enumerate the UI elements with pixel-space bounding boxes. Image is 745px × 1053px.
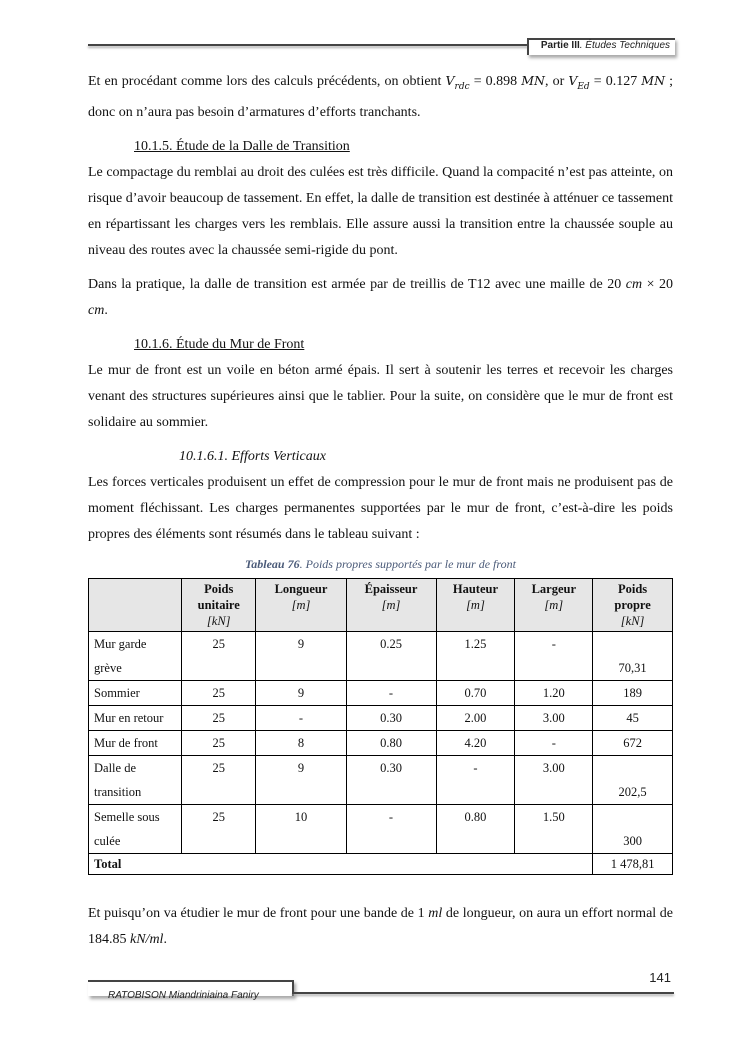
efforts-paragraph: Les forces verticales produisent un effet de compression pour le mur de front mais ne produisent pas de moment fléchissant. Les charges permanentes supportées par le mur de front, c’est-à-dire les poids propres des éléments sont résumés dans le tableau suivant : bbox=[88, 474, 673, 542]
mur-paragraph: Le mur de front est un voile en béton armé épais. Il sert à soutenir les terres et recevoir les charges venant des structures supérieures ainsi que le tablier. Pour la suite, on considère que le mur de front est solidaire au sommier. bbox=[88, 362, 673, 430]
table-row: Mur de front 25 8 0.80 4.20 - 672 bbox=[89, 730, 673, 755]
table-caption: Tableau 76. Poids propres supportés par le mur de front bbox=[245, 556, 516, 571]
header-largeur: Largeur [m] bbox=[515, 578, 593, 631]
section-heading-mur: 10.1.6. Étude du Mur de Front bbox=[134, 336, 305, 352]
header-epaisseur: Épaisseur [m] bbox=[346, 578, 436, 631]
footer-rule bbox=[292, 992, 674, 994]
table-row: Mur en retour 25 - 0.30 2.00 3.00 45 bbox=[89, 705, 673, 730]
footer-author: RATOBISON Miandriniaina Faniry bbox=[108, 990, 259, 1001]
intro-paragraph: Et en procédant comme lors des calculs précédents, on obtient $V_{rdc} = 0.898$ MN, or $V_{Ed} = 0.127$ MN ; donc on n’aura pas besoin d’armatures d’efforts tranchants. bbox=[88, 73, 674, 120]
header-poids-unitaire: Poids unitaire [kN] bbox=[182, 578, 256, 631]
page-body bbox=[88, 68, 673, 961]
header-title: . Études Techniques bbox=[579, 40, 670, 51]
dalle-paragraph-1: Le compactage du remblai au droit des culées est très difficile. Quand la compacité n’est pas atteinte, on risque d’avoir beaucoup de tassement. En effet, la dalle de transition est destinée à atténuer ce tassement en répartissant les charges vers les remblais. Elle assure aussi la transition entre la chaussée souple au niveau des routes avec la chaussée semi-rigide du pont. bbox=[88, 164, 673, 258]
section-heading-dalle: 10.1.5. Étude de la Dalle de Transition bbox=[134, 138, 350, 154]
total-value: 1 478,81 bbox=[593, 853, 673, 874]
table-total-row bbox=[89, 853, 673, 874]
running-header bbox=[541, 40, 670, 51]
header-hauteur: Hauteur [m] bbox=[436, 578, 515, 631]
table-row: Mur garde grève 25 9 0.25 1.25 - 70,31 bbox=[89, 631, 673, 680]
weights-table bbox=[88, 578, 673, 875]
table-header-row bbox=[89, 578, 673, 631]
table-row: Dalle de transition 25 9 0.30 - 3.00 202,5 bbox=[89, 755, 673, 804]
subsection-heading-efforts: 10.1.6.1. Efforts Verticaux bbox=[179, 448, 326, 464]
header-longueur: Longueur [m] bbox=[256, 578, 346, 631]
table-row: Sommier 25 9 - 0.70 1.20 189 bbox=[89, 680, 673, 705]
closing-paragraph: Et puisqu’on va étudier le mur de front pour une bande de 1 ml de longueur, on aura un effort normal de 184.85 kN/ml. bbox=[88, 905, 674, 947]
header-empty bbox=[89, 578, 182, 631]
table-row: Semelle sous culée 25 10 - 0.80 1.50 300 bbox=[89, 804, 673, 853]
header-rule bbox=[88, 44, 528, 46]
header-poids-propre: Poids propre [kN] bbox=[593, 578, 673, 631]
page-number: 141 bbox=[649, 970, 671, 985]
header-part: Partie III bbox=[540, 40, 580, 51]
dalle-paragraph-2: Dans la pratique, la dalle de transition est armée par de treillis de T12 avec une maille de 20 cm × 20 cm. bbox=[88, 276, 673, 318]
total-label: Total bbox=[89, 853, 593, 874]
